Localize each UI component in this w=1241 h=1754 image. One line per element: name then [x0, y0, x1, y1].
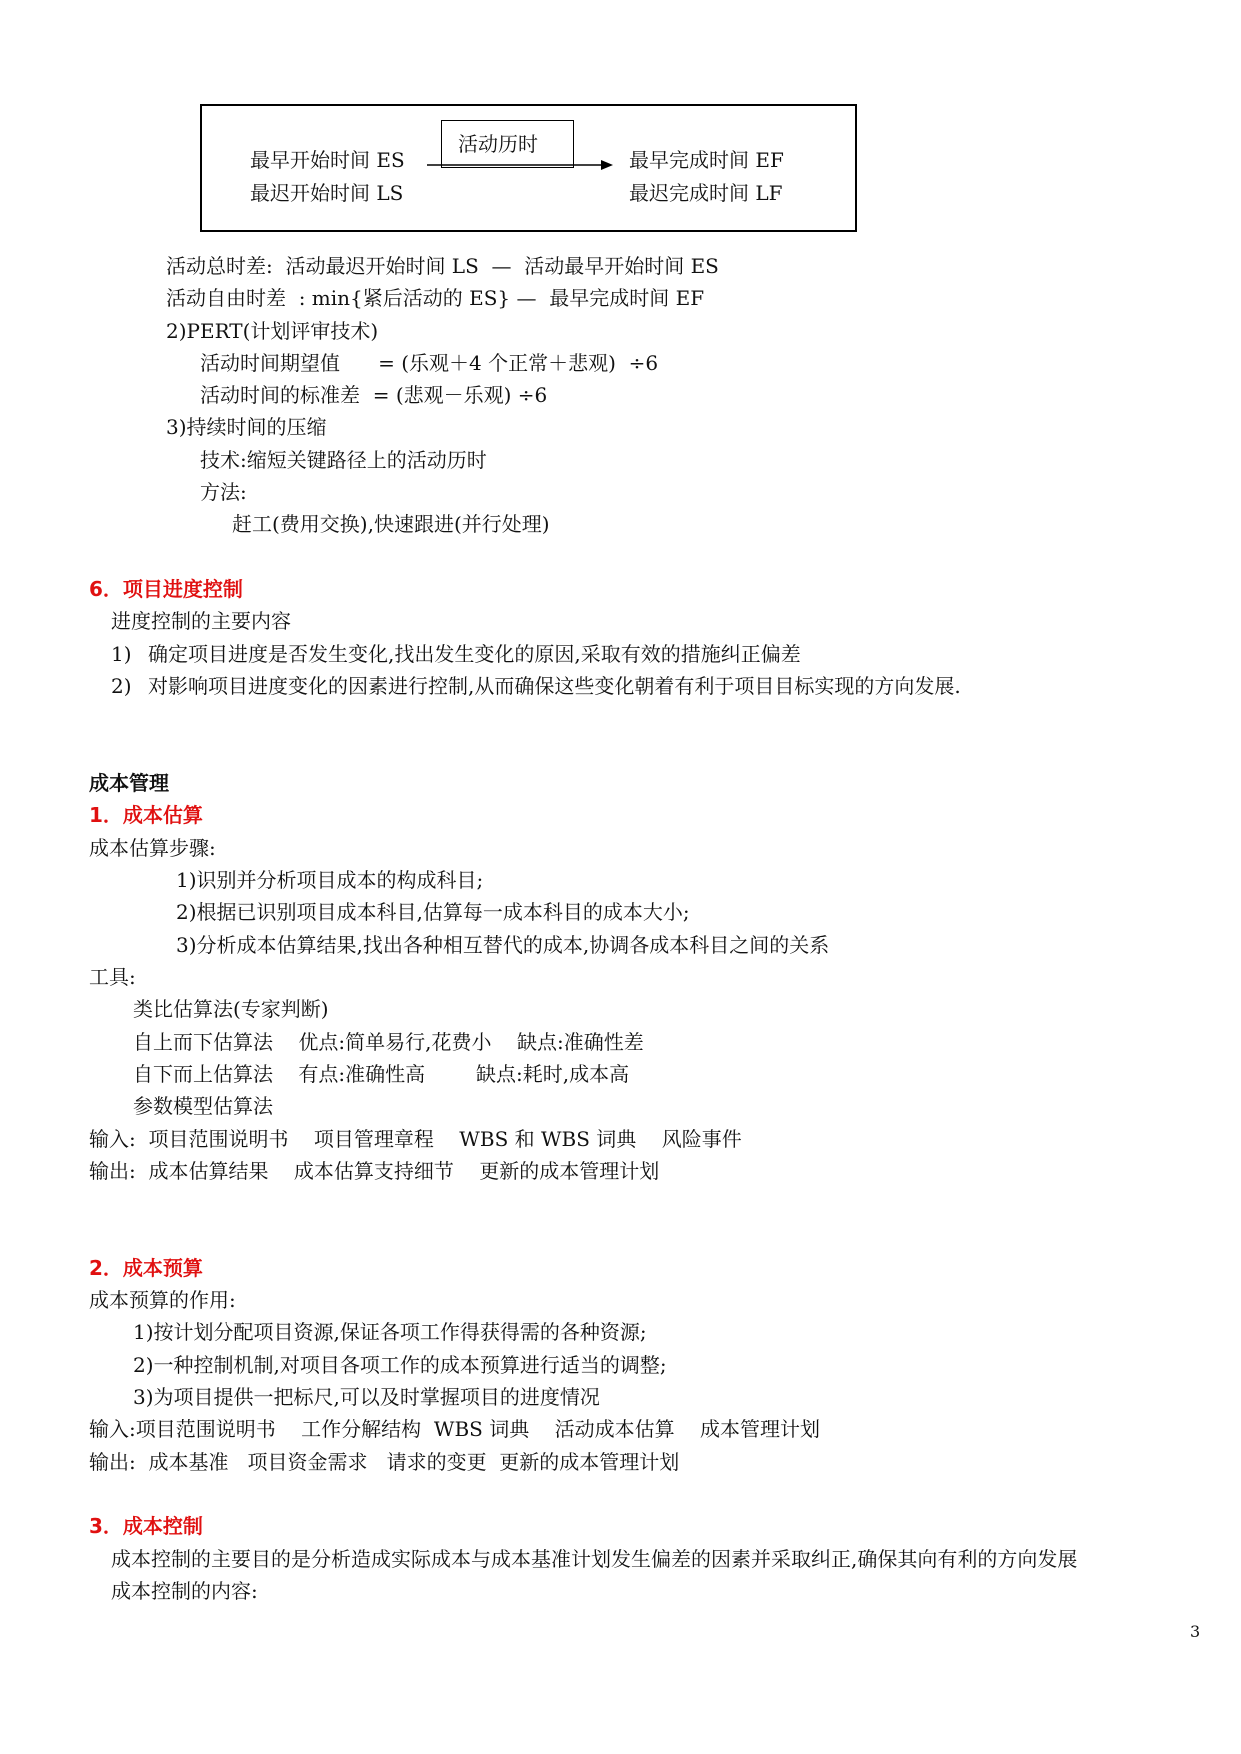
- cost-estimate-heading: 1．成本估算: [89, 803, 203, 827]
- section6-item1: 确定项目进度是否发生变化,找出发生变化的原因,采取有效的措施纠正偏差: [148, 642, 801, 666]
- free-float-line: 活动自由时差 : min{紧后活动的 ES} — 最早完成时间 EF: [166, 286, 705, 310]
- cost-estimate-steps-label: 成本估算步骤:: [89, 836, 216, 860]
- compress-heading: 3)持续时间的压缩: [166, 415, 327, 439]
- cost-estimate-step1: 1)识别并分析项目成本的构成科目;: [176, 868, 484, 892]
- page-number: 3: [1190, 1622, 1201, 1641]
- cost-management-title: 成本管理: [89, 771, 169, 795]
- compress-methods: 赶工(费用交换),快速跟进(并行处理): [232, 512, 550, 536]
- cost-budget-input: 输入:项目范围说明书 工作分解结构 WBS 词典 活动成本估算 成本管理计划: [89, 1417, 821, 1441]
- lf-label: 最迟完成时间 LF: [629, 181, 783, 205]
- cost-estimate-tool2: 自上而下估算法 优点:简单易行,花费小 缺点:准确性差: [133, 1030, 644, 1054]
- cost-estimate-tool1: 类比估算法(专家判断): [133, 997, 329, 1021]
- ls-label: 最迟开始时间 LS: [250, 181, 404, 205]
- cost-budget-role3: 3)为项目提供一把标尺,可以及时掌握项目的进度情况: [133, 1385, 600, 1409]
- section6-heading: 6．项目进度控制: [89, 577, 243, 601]
- cost-budget-heading: 2．成本预算: [89, 1256, 203, 1280]
- section6-intro: 进度控制的主要内容: [111, 609, 291, 633]
- cost-estimate-tools-label: 工具:: [89, 965, 136, 989]
- cost-control-content-label: 成本控制的内容:: [111, 1579, 258, 1603]
- cost-control-heading: 3．成本控制: [89, 1514, 203, 1538]
- section6-item2-number: 2): [111, 674, 132, 698]
- pert-expected-line: 活动时间期望值 = (乐观＋4 个正常＋悲观) ÷6: [200, 351, 659, 375]
- es-label: 最早开始时间 ES: [250, 148, 405, 172]
- cost-estimate-output: 输出: 成本估算结果 成本估算支持细节 更新的成本管理计划: [89, 1159, 660, 1183]
- cost-estimate-input: 输入: 项目范围说明书 项目管理章程 WBS 和 WBS 词典 风险事件: [89, 1127, 742, 1151]
- ef-label: 最早完成时间 EF: [629, 148, 784, 172]
- cost-estimate-step2: 2)根据已识别项目成本科目,估算每一成本科目的成本大小;: [176, 900, 690, 924]
- cost-estimate-tool3: 自下而上估算法 有点:准确性高 缺点:耗时,成本高: [133, 1062, 630, 1086]
- total-float-line: 活动总时差: 活动最迟开始时间 LS — 活动最早开始时间 ES: [166, 254, 719, 278]
- cost-control-purpose: 成本控制的主要目的是分析造成实际成本与成本基准计划发生偏差的因素并采取纠正,确保其向有利的方向发展: [111, 1547, 1078, 1571]
- cost-budget-role-label: 成本预算的作用:: [89, 1288, 236, 1312]
- section6-item2: 对影响项目进度变化的因素进行控制,从而确保这些变化朝着有利于项目目标实现的方向发展.: [148, 674, 961, 698]
- activity-duration-label: 活动历时: [458, 132, 538, 156]
- cost-estimate-tool4: 参数模型估算法: [133, 1094, 273, 1118]
- cost-budget-role2: 2)一种控制机制,对项目各项工作的成本预算进行适当的调整;: [133, 1353, 667, 1377]
- cost-budget-output: 输出: 成本基准 项目资金需求 请求的变更 更新的成本管理计划: [89, 1450, 680, 1474]
- section6-item1-number: 1): [111, 642, 132, 666]
- cost-budget-role1: 1)按计划分配项目资源,保证各项工作得获得需的各种资源;: [133, 1320, 647, 1344]
- cost-estimate-step3: 3)分析成本估算结果,找出各种相互替代的成本,协调各成本科目之间的关系: [176, 933, 830, 957]
- arrow-right-icon: [425, 158, 615, 172]
- compress-method-label: 方法:: [200, 480, 247, 504]
- compress-technique: 技术:缩短关键路径上的活动历时: [200, 448, 487, 472]
- pert-stddev-line: 活动时间的标准差 = (悲观－乐观) ÷6: [200, 383, 548, 407]
- pert-heading: 2)PERT(计划评审技术): [166, 319, 379, 343]
